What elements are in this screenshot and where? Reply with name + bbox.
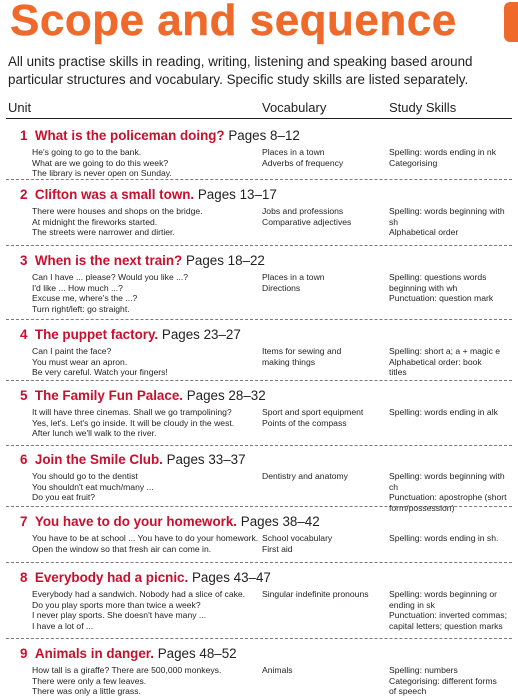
structures-column — [32, 407, 257, 439]
unit-number: 3 — [20, 253, 28, 268]
unit-name: Animals in danger. — [34, 646, 154, 661]
study-skills-column — [389, 272, 511, 304]
study-skills-column — [389, 471, 511, 513]
vocabulary-column — [262, 471, 387, 482]
structures-column — [32, 272, 257, 314]
unit-pages: Pages 13–17 — [197, 187, 277, 202]
vocabulary-item: Places in a town — [262, 272, 325, 282]
study-skill-item: Spelling: words beginning or — [389, 589, 497, 599]
vocabulary-column — [262, 407, 387, 428]
structure-line: The library is never open on Sunday. — [32, 168, 172, 179]
study-skill-item: titles — [389, 367, 407, 378]
vocabulary-item: Directions — [262, 282, 301, 293]
unit-pages: Pages 33–37 — [166, 452, 246, 467]
unit-number: 9 — [20, 646, 28, 661]
structure-line: Yes, let's. Let's go inside. It will be cloudy in the west. — [32, 417, 235, 428]
unit-name: Everybody had a picnic. — [34, 570, 189, 585]
unit-title — [20, 253, 265, 269]
vocabulary-item: Dentistry and anatomy — [262, 471, 348, 481]
unit-number: 7 — [20, 514, 28, 529]
structure-line: There was only a little grass. — [32, 686, 141, 697]
study-skills-column — [389, 206, 511, 238]
unit-number: 2 — [20, 187, 28, 202]
structure-line: At midnight the fireworks started. — [32, 216, 158, 227]
unit-title — [20, 646, 237, 662]
unit-title — [20, 327, 241, 343]
vocabulary-item: School vocabulary — [262, 533, 333, 543]
structures-column — [32, 147, 257, 179]
structure-line: Can I paint the face? — [32, 346, 112, 356]
column-header-unit: Unit — [8, 100, 32, 115]
study-skill-item: Categorising: different forms — [389, 675, 497, 686]
vocabulary-item: Items for sewing and — [262, 346, 342, 356]
vocabulary-column — [262, 346, 387, 367]
vocabulary-item: Adverbs of frequency — [262, 157, 344, 168]
unit-row — [6, 253, 512, 320]
structures-column — [32, 346, 257, 378]
study-skill-item: Spelling: questions words — [389, 272, 487, 282]
unit-number: 5 — [20, 388, 28, 403]
structures-column — [32, 589, 257, 631]
structure-line: After lunch we'll walk to the river. — [32, 428, 157, 439]
study-skills-column — [389, 346, 511, 378]
unit-name: The puppet factory. — [34, 327, 159, 342]
study-skill-item: Spelling: words beginning with ch — [389, 471, 505, 492]
vocabulary-column — [262, 147, 387, 168]
unit-number: 6 — [20, 452, 28, 467]
structure-line: Do you eat fruit? — [32, 492, 96, 503]
vocabulary-column — [262, 589, 387, 600]
study-skill-item: of speech — [389, 686, 427, 697]
structure-line: He's going to go to the bank. — [32, 147, 142, 157]
unit-pages: Pages 48–52 — [157, 646, 237, 661]
study-skill-item: Punctuation: inverted commas; — [389, 610, 507, 621]
structure-line: The streets were narrower and dirtier. — [32, 227, 175, 238]
unit-pages: Pages 8–12 — [228, 128, 300, 143]
column-header-study-skills: Study Skills — [389, 100, 457, 115]
unit-number: 1 — [20, 128, 28, 143]
study-skill-item: Spelling: numbers — [389, 665, 458, 675]
unit-pages: Pages 23–27 — [161, 327, 241, 342]
study-skill-item: Spelling: short a; a + magic e — [389, 346, 501, 356]
vocabulary-item: Jobs and professions — [262, 206, 344, 216]
unit-title — [20, 452, 246, 468]
structure-line: What are we going to do this week? — [32, 157, 169, 168]
study-skills-column — [389, 665, 511, 697]
study-skill-item: Spelling: words ending in sh. — [389, 533, 499, 543]
vocabulary-column — [262, 272, 387, 293]
unit-number: 4 — [20, 327, 28, 342]
header-divider — [6, 118, 512, 119]
vocabulary-item: Points of the compass — [262, 417, 347, 428]
study-skills-column — [389, 533, 511, 544]
structure-line: Excuse me, where's the ...? — [32, 293, 138, 304]
vocabulary-item: Comparative adjectives — [262, 216, 352, 227]
unit-row — [6, 388, 512, 446]
intro-paragraph: All units practise skills in reading, writing, listening and speaking based around particular structures and vocabulary. Specific study skills are listed separately. — [8, 54, 473, 87]
vocabulary-item: Places in a town — [262, 147, 325, 157]
structure-line: How tall is a giraffe? There are 500,000 monkeys. — [32, 665, 222, 675]
column-header-vocabulary: Vocabulary — [262, 100, 327, 115]
structures-column — [32, 206, 257, 238]
unit-title — [20, 388, 266, 404]
unit-name: Join the Smile Club. — [34, 452, 163, 467]
unit-row — [6, 128, 512, 180]
study-skill-item: Spelling: words ending in alk — [389, 407, 498, 417]
unit-pages: Pages 28–32 — [186, 388, 266, 403]
structure-line: Do you play sports more than twice a week? — [32, 599, 201, 610]
unit-name: What is the policeman doing? — [34, 128, 225, 143]
study-skills-column — [389, 407, 511, 418]
vocabulary-column — [262, 206, 387, 227]
structure-line: There were only a few leaves. — [32, 675, 147, 686]
page-title: Scope and sequence — [10, 0, 457, 45]
unit-name: You have to do your homework. — [34, 514, 238, 529]
unit-title — [20, 128, 300, 144]
structure-line: You should go to the dentist — [32, 471, 138, 481]
structure-line: There were houses and shops on the bridge. — [32, 206, 203, 216]
study-skill-item: Alphabetical order — [389, 227, 459, 238]
study-skills-column — [389, 147, 511, 168]
vocabulary-item: Singular indefinite pronouns — [262, 589, 369, 599]
structures-column — [32, 471, 257, 503]
structure-line: I have a lot of ... — [32, 620, 94, 631]
vocabulary-column — [262, 665, 387, 676]
study-skill-item: Categorising — [389, 157, 438, 168]
study-skill-item: Alphabetical order: book — [389, 356, 482, 367]
vocabulary-item: Animals — [262, 665, 293, 675]
study-skill-item: Spelling: words ending in nk — [389, 147, 497, 157]
structure-line: Be very careful. Watch your fingers! — [32, 367, 168, 378]
structure-line: It will have three cinemas. Shall we go trampolining? — [32, 407, 232, 417]
unit-row — [6, 327, 512, 381]
structures-column — [32, 665, 257, 697]
structure-line: I never play sports. She doesn't have many ... — [32, 610, 207, 621]
vocabulary-item: making things — [262, 356, 316, 367]
vocabulary-item: First aid — [262, 543, 293, 554]
study-skill-item: beginning with wh — [389, 282, 458, 293]
unit-pages: Pages 38–42 — [240, 514, 320, 529]
unit-pages: Pages 18–22 — [185, 253, 265, 268]
study-skill-item: capital letters; question marks — [389, 620, 503, 631]
study-skill-item: ending in sk — [389, 599, 435, 610]
study-skills-column — [389, 589, 511, 631]
structure-line: Can I have ... please? Would you like ...? — [32, 272, 189, 282]
unit-row — [6, 646, 512, 700]
unit-row — [6, 187, 512, 246]
study-skill-item: form/possession) — [389, 502, 455, 513]
unit-row — [6, 452, 512, 513]
unit-number: 8 — [20, 570, 28, 585]
structure-line: I'd like ... How much ...? — [32, 282, 123, 293]
unit-name: Clifton was a small town. — [34, 187, 195, 202]
structure-line: Everybody had a sandwich. Nobody had a slice of cake. — [32, 589, 246, 599]
vocabulary-column — [262, 533, 387, 554]
unit-row — [6, 570, 512, 639]
structure-line: You must wear an apron. — [32, 356, 128, 367]
structure-line: Open the window so that fresh air can come in. — [32, 543, 212, 554]
structure-line: You shouldn't eat much/many ... — [32, 481, 154, 492]
unit-name: The Family Fun Palace. — [34, 388, 183, 403]
unit-pages: Pages 43–47 — [191, 570, 271, 585]
structure-line: Turn right/left: go straight. — [32, 303, 130, 314]
unit-title — [20, 570, 271, 586]
study-skill-item: Spelling: words beginning with sh — [389, 206, 505, 227]
study-skill-item: Punctuation: question mark — [389, 293, 494, 304]
vocabulary-item: Sport and sport equipment — [262, 407, 364, 417]
unit-name: When is the next train? — [34, 253, 183, 268]
structure-line: You have to be at school ... You have to do your homework. — [32, 533, 259, 543]
structures-column — [32, 533, 257, 554]
unit-title — [20, 514, 320, 530]
orange-page-tab — [504, 2, 518, 42]
unit-title — [20, 187, 277, 203]
study-skill-item: Punctuation: apostrophe (short — [389, 492, 507, 503]
unit-row — [6, 514, 512, 563]
title-bar — [0, 0, 518, 44]
